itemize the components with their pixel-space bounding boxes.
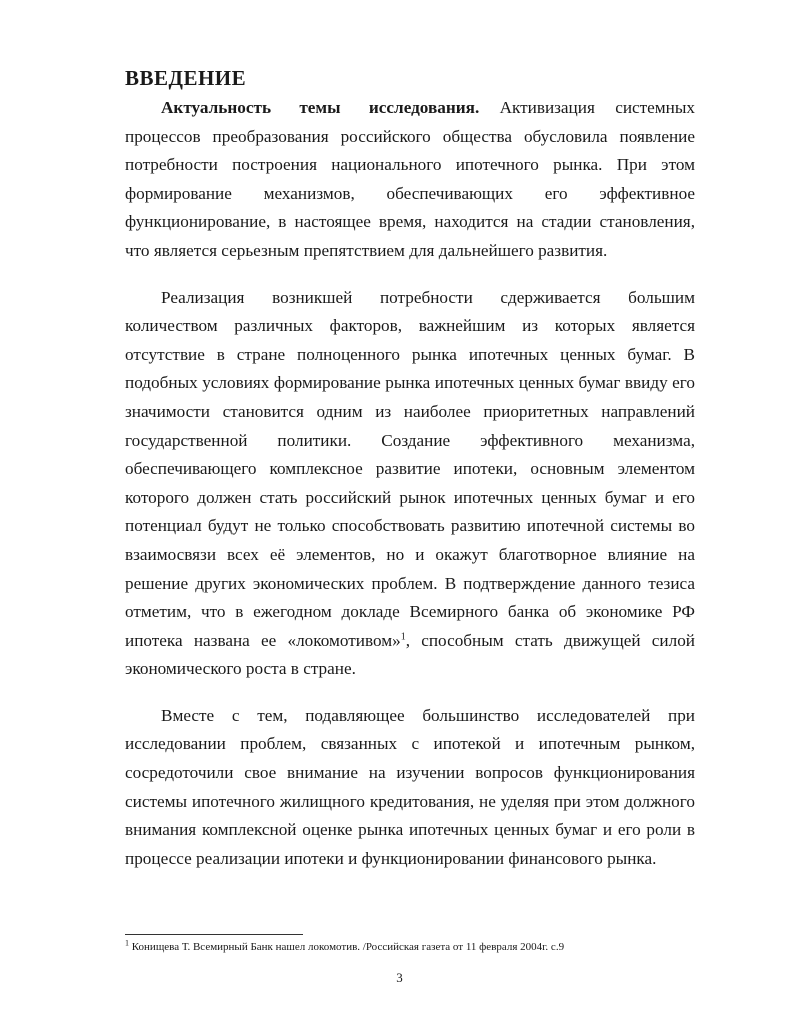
paragraph-text: Вместе с тем, подавляющее большинство исследователей при исследовании проблем, связанных с ипотекой и ипотечным рынком, сосредоточили свое внимание на изучении вопросов функционирования системы ипотечного жилищного кредитования, не уделяя при этом должного внимания комплексной оценке рынка ипотечных ценных бумаг и его роли в процессе реализации ипотеки и функционировании финансового рынка. bbox=[125, 705, 695, 868]
body-text bbox=[125, 94, 695, 891]
page-number: 3 bbox=[396, 970, 403, 985]
footnote-divider bbox=[125, 934, 303, 935]
paragraph-lead: Актуальность темы исследования. bbox=[161, 98, 480, 117]
section-heading: ВВЕДЕНИЕ bbox=[125, 66, 247, 90]
paragraph-relevance bbox=[125, 94, 695, 266]
paragraph-text: Активизация системных процессов преобразования российского общества обусловила появление потребности построения национального ипотечного рынка. При этом формирование механизмов, обеспечивающих его эффективное функционирование, в настоящее время, находится на стадии становления, что является серьезным препятствием для дальнейшего развития. bbox=[125, 98, 696, 260]
paragraph-realization bbox=[125, 284, 695, 684]
footnote-marker: 1 bbox=[125, 938, 129, 948]
paragraph-text: Реализация возникшей потребности сдерживается большим количеством различных факторов, важнейшим из которых является отсутствие в стране полноценного рынка ипотечных ценных бумаг. В подобных условиях формирование рынка ипотечных ценных бумаг ввиду его значимости становится одним из наиболее приоритетных направлений государственной политики. Создание эффективного механизма, обеспечивающего комплексное развитие ипотеки, основным элементом которого должен стать российский рынок ипотечных ценных бумаг и его потенциал будут не только способствовать развитию ипотечной системы во взаимосвязи всех её элементов, но и окажут благотворное влияние на решение других экономических проблем. В подтверждение данного тезиса отметим, что в ежегодном докладе Всемирного банка об экономике РФ ипотека названа ее «локомотивом» bbox=[125, 287, 695, 650]
footnote-text: Конищева Т. Всемирный Банк нашел локомотив. /Российская газета от 11 февраля 2004г. с.9 bbox=[129, 941, 565, 953]
footnote-reference[interactable]: 1 bbox=[400, 630, 406, 642]
paragraph-text-continued: , способным стать движущей силой экономического роста в стране. bbox=[125, 630, 695, 679]
footnote bbox=[125, 940, 725, 954]
paragraph-researchers bbox=[125, 702, 695, 874]
